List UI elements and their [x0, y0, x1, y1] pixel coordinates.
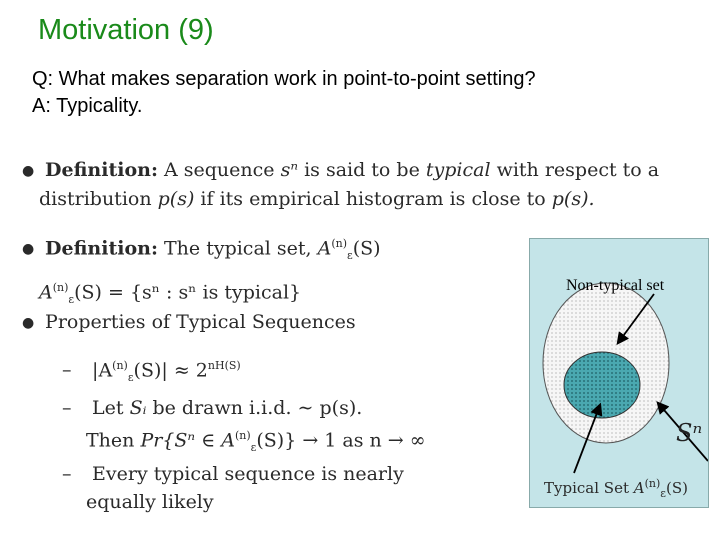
property-item-probability — [62, 394, 426, 462]
def2-line2-sub: ε — [68, 293, 75, 307]
typical-set-diagram — [529, 238, 709, 508]
item1-sub: ε — [127, 371, 134, 385]
item2-then: Then — [86, 429, 135, 452]
slide-title: Motivation (9) — [38, 14, 214, 46]
def1-text4: distribution — [39, 188, 152, 210]
dash-icon: – — [62, 359, 72, 382]
item2-drawn: be drawn i.i.d. — [152, 397, 292, 419]
item2-pr: Pr{Sⁿ ∈ A — [140, 429, 235, 452]
def2-label: Definition: — [45, 237, 158, 260]
def2-symbol-A: A — [317, 237, 332, 260]
typical-set-sub: ε — [660, 487, 666, 500]
item1-lead: |A — [92, 359, 113, 382]
item2-let: Let — [92, 397, 124, 419]
typical-set-region — [564, 352, 640, 418]
typical-set-symbol: A — [633, 479, 645, 497]
item2-rest: (S)} → 1 as n → ∞ — [256, 429, 426, 452]
properties-heading-block — [22, 308, 522, 337]
def2-tail: (S) — [352, 237, 381, 260]
def1-emphasis: typical — [425, 159, 491, 181]
typical-set-text: Typical Set — [544, 479, 629, 497]
def2-line2-symbol: A — [39, 281, 53, 304]
answer-line: A: Typicality. — [32, 95, 143, 117]
def1-text3: with respect to a — [496, 159, 660, 181]
item3-line2: equally likely — [86, 491, 214, 513]
definition-typical-set — [22, 228, 522, 316]
typical-set-sup: (n) — [644, 477, 661, 490]
property-item-size — [62, 352, 241, 392]
typical-set-tail: (S) — [665, 479, 688, 497]
item3-line1: Every typical sequence is nearly — [92, 463, 404, 485]
item2-sub: ε — [250, 441, 257, 455]
item1-rest: (S)| ≈ 2 — [133, 359, 208, 382]
def1-text5: if its empirical histogram is close to — [200, 188, 546, 210]
def2-line2-sup: (n) — [52, 281, 69, 295]
item1-exponent: nH(S) — [207, 359, 241, 372]
def2-text1: The typical set, — [164, 237, 312, 260]
def1-label: Definition: — [45, 159, 158, 181]
item2-symbol: Sᵢ — [129, 397, 147, 419]
space-label: Sⁿ — [676, 419, 703, 447]
bullet-icon: ● — [22, 163, 35, 179]
dash-icon: – — [62, 463, 72, 485]
def1-text1: A sequence — [164, 159, 275, 181]
item1-sup: (n) — [112, 359, 128, 372]
def1-symbol-ps-end: p(s). — [551, 188, 595, 210]
def1-symbol-ps: p(s) — [157, 188, 195, 210]
definition-typical-sequence — [22, 156, 702, 213]
def2-sup: (n) — [331, 237, 348, 250]
item2-dist: ∼ p(s). — [297, 397, 363, 419]
nontypical-label: Non-typical set — [566, 277, 665, 294]
def2-line2-rest: (S) = {sⁿ : sⁿ is typical} — [74, 281, 302, 304]
bullet-icon: ● — [22, 241, 35, 258]
def1-text2: is said to be — [304, 159, 420, 181]
properties-heading: Properties of Typical Sequences — [45, 311, 356, 333]
typical-set-label — [544, 477, 688, 500]
def1-symbol-sn: sⁿ — [280, 159, 299, 181]
def2-sub: ε — [347, 249, 353, 263]
property-item-equally-likely — [62, 460, 404, 516]
question-line: Q: What makes separation work in point-to-point setting? — [32, 68, 536, 90]
dash-icon: – — [62, 397, 72, 419]
item2-sup: (n) — [234, 429, 251, 442]
bullet-icon: ● — [22, 315, 35, 331]
qa-block — [32, 66, 536, 120]
